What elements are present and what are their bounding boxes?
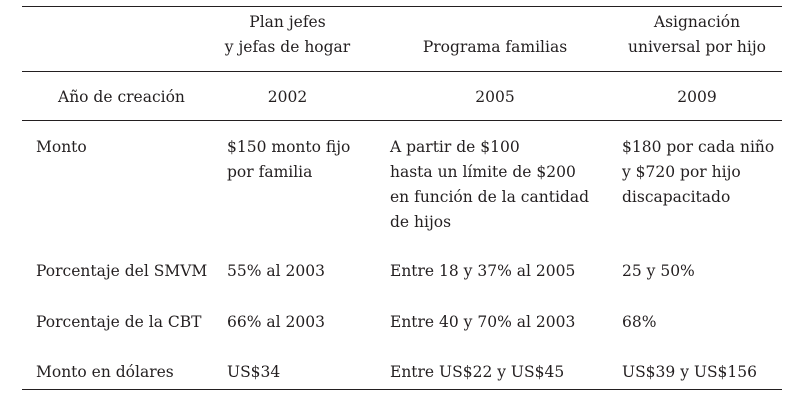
row-label-monto: Monto	[36, 138, 87, 156]
row-label-ano-creacion: Año de creación	[58, 88, 185, 106]
monto-asignacion	[622, 135, 774, 210]
dolares-plan-jefes: US$34	[227, 363, 281, 381]
top-rule	[22, 6, 782, 7]
creation-rule	[22, 120, 782, 121]
dolares-asignacion: US$39 y US$156	[622, 363, 758, 381]
monto-asignacion-line-3: discapacitado	[622, 188, 731, 206]
dolares-programa-familias: Entre US$22 y US$45	[390, 363, 565, 381]
header-plan-jefes-line-2: y jefas de hogar	[224, 38, 351, 56]
monto-programa-familias-line-4: de hijos	[390, 213, 452, 231]
cbt-asignacion: 68%	[622, 313, 657, 331]
row-label-porcentaje-cbt: Porcentaje de la CBT	[36, 313, 202, 331]
header-plan-jefes-line-1: Plan jefes	[249, 13, 326, 31]
monto-programa-familias-line-1: A partir de $100	[390, 138, 520, 156]
monto-asignacion-line-1: $180 por cada niño	[622, 138, 775, 156]
creation-year-programa-familias: 2005	[475, 88, 515, 106]
monto-programa-familias-line-2: hasta un límite de $200	[390, 163, 576, 181]
header-asignacion-line-1: Asignación	[653, 13, 741, 31]
creation-year-plan-jefes: 2002	[267, 88, 308, 106]
monto-asignacion-line-2: y $720 por hijo	[622, 163, 741, 181]
header-programa-familias-line-1: Programa familias	[422, 38, 568, 56]
monto-programa-familias-line-3: en función de la cantidad	[390, 188, 589, 206]
header-rule	[22, 71, 782, 72]
cbt-programa-familias: Entre 40 y 70% al 2003	[390, 313, 576, 331]
header-programa-familias	[380, 35, 610, 60]
creation-year-asignacion: 2009	[677, 88, 717, 106]
header-asignacion-line-2: universal por hijo	[627, 38, 766, 56]
header-plan-jefes	[200, 10, 375, 60]
bottom-rule	[22, 389, 782, 390]
smvm-asignacion: 25 y 50%	[622, 262, 695, 280]
smvm-plan-jefes: 55% al 2003	[227, 262, 325, 280]
cbt-plan-jefes: 66% al 2003	[227, 313, 325, 331]
row-label-porcentaje-smvm: Porcentaje del SMVM	[36, 262, 208, 280]
monto-programa-familias	[390, 135, 589, 235]
monto-plan-jefes-line-2: por familia	[227, 163, 313, 181]
monto-plan-jefes	[227, 135, 350, 185]
header-asignacion-universal	[612, 10, 782, 60]
smvm-programa-familias: Entre 18 y 37% al 2005	[390, 262, 576, 280]
row-label-monto-dolares: Monto en dólares	[36, 363, 174, 381]
monto-plan-jefes-line-1: $150 monto fijo	[227, 138, 351, 156]
